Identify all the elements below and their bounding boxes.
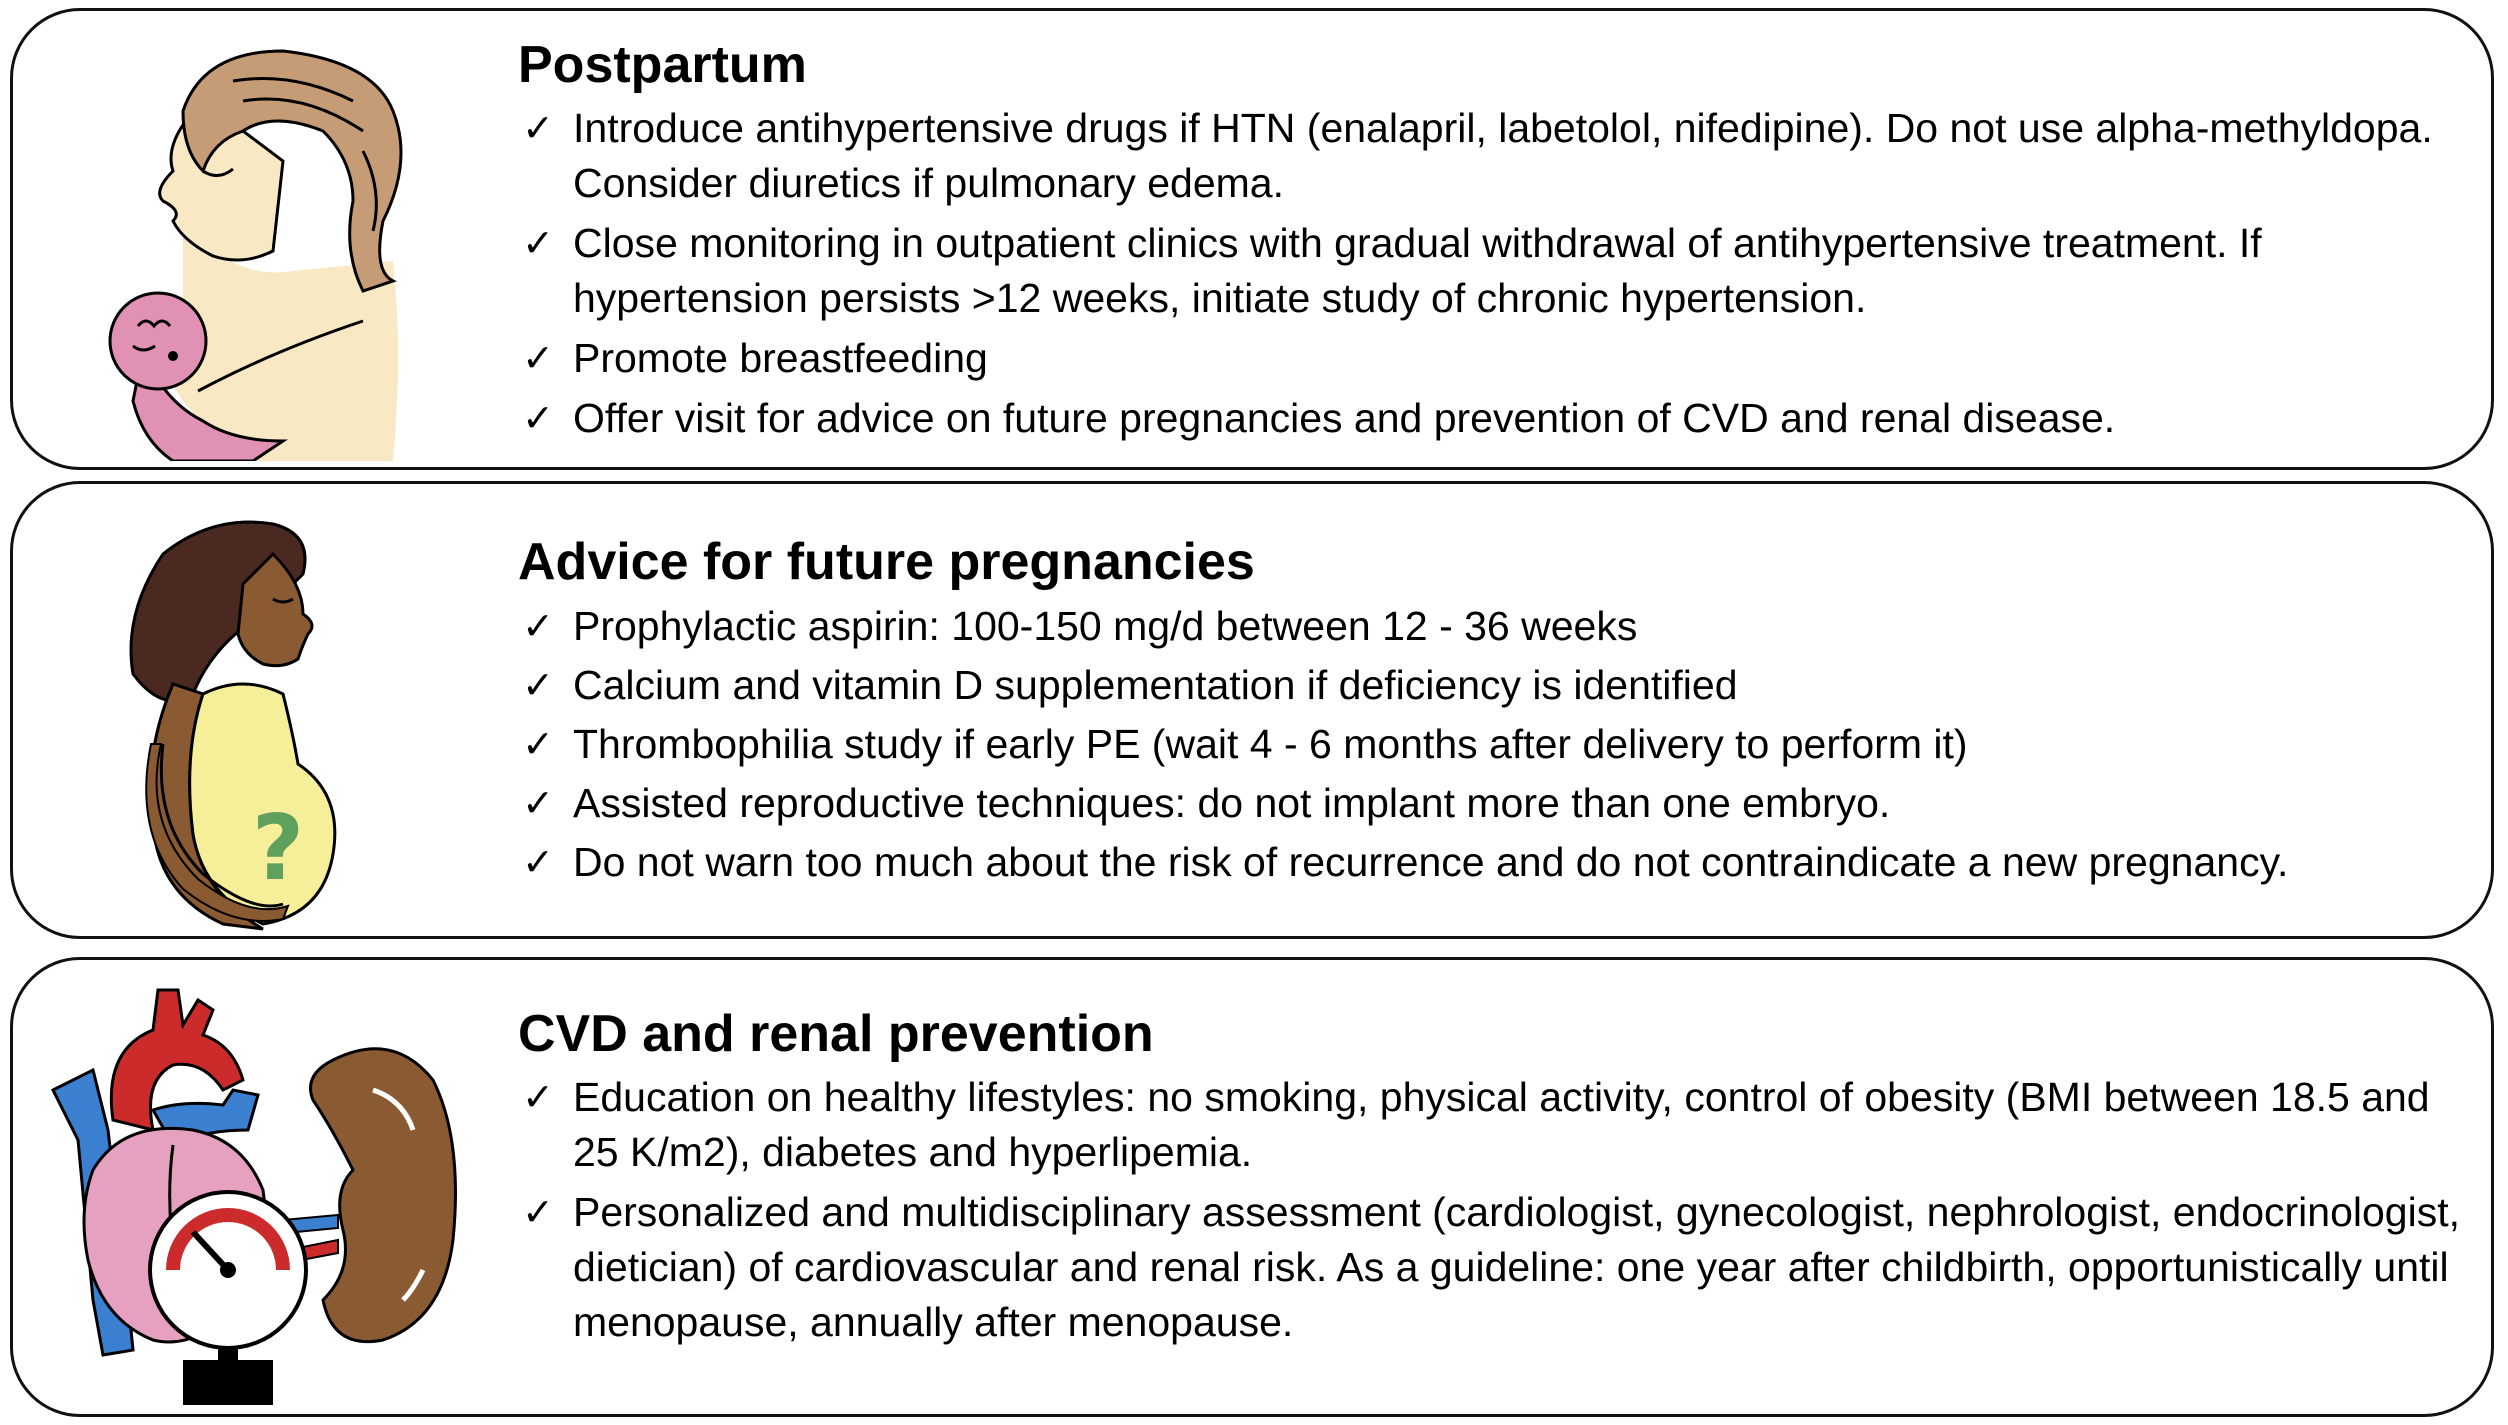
check-icon: ✓	[522, 722, 554, 766]
cvd-renal-content	[518, 1002, 2461, 1355]
heart-kidney-gauge-icon	[33, 970, 473, 1410]
cvd-renal-list	[518, 1070, 2461, 1350]
postpartum-panel	[10, 8, 2494, 470]
list-item-text: Introduce antihypertensive drugs if HTN (enalapril, labetolol, nifedipine). Do not use alpha-methyldopa. Consider diuretics if pulmonary edema.	[573, 105, 2433, 206]
check-icon: ✓	[522, 1190, 554, 1234]
check-icon: ✓	[522, 604, 554, 648]
list-item-text: Do not warn too much about the risk of recurrence and do not contraindicate a new pregnancy.	[573, 839, 2289, 885]
postpartum-title: Postpartum	[518, 36, 807, 94]
list-item	[518, 657, 2461, 713]
list-item-text: Thrombophilia study if early PE (wait 4 - 6 months after delivery to perform it)	[573, 721, 1968, 767]
list-item	[518, 1185, 2461, 1350]
check-icon: ✓	[522, 663, 554, 707]
list-item	[518, 598, 2461, 654]
check-icon: ✓	[522, 221, 554, 265]
check-icon: ✓	[522, 106, 554, 150]
future-pregnancies-title: Advice for future pregnancies	[518, 533, 1255, 591]
list-item	[518, 775, 2461, 831]
list-item-text: Close monitoring in outpatient clinics with gradual withdrawal of antihypertensive treatment. If hypertension persists >12 weeks, initiate study of chronic hypertension.	[573, 220, 2262, 321]
list-item-text: Offer visit for advice on future pregnancies and prevention of CVD and renal disease.	[573, 395, 2116, 441]
list-item	[518, 834, 2461, 890]
cvd-renal-title: CVD and renal prevention	[518, 1005, 1154, 1063]
check-icon: ✓	[522, 396, 554, 440]
future-pregnancies-panel	[10, 481, 2494, 939]
check-icon: ✓	[522, 781, 554, 825]
list-item-text: Promote breastfeeding	[573, 335, 988, 381]
check-icon: ✓	[522, 840, 554, 884]
check-icon: ✓	[522, 1075, 554, 1119]
list-item-text: Personalized and multidisciplinary assessment (cardiologist, gynecologist, nephrologist, endocrinologist, dietician) of cardiovascular and renal risk. As a guideline: one year after childbirth, opportunistically until menopause, annually after menopause.	[573, 1189, 2460, 1345]
cvd-renal-panel	[10, 957, 2494, 1417]
list-item	[518, 101, 2461, 211]
postpartum-list	[518, 101, 2461, 446]
mother-breastfeeding-icon	[33, 21, 473, 461]
list-item-text: Assisted reproductive techniques: do not implant more than one embryo.	[573, 780, 1891, 826]
list-item-text: Calcium and vitamin D supplementation if deficiency is identified	[573, 662, 1738, 708]
question-mark-icon: ?	[251, 796, 305, 901]
future-pregnancies-list	[518, 598, 2461, 890]
list-item-text: Prophylactic aspirin: 100-150 mg/d between 12 - 36 weeks	[573, 603, 1638, 649]
list-item-text: Education on healthy lifestyles: no smoking, physical activity, control of obesity (BMI between 18.5 and 25 K/m2), diabetes and hyperlipemia.	[573, 1074, 2430, 1175]
future-pregnancies-content	[518, 530, 2461, 893]
list-item	[518, 391, 2461, 446]
postpartum-content	[518, 33, 2461, 451]
check-icon: ✓	[522, 336, 554, 380]
list-item	[518, 331, 2461, 386]
pregnant-woman-question-icon	[33, 494, 473, 934]
list-item	[518, 1070, 2461, 1180]
list-item	[518, 716, 2461, 772]
list-item	[518, 216, 2461, 326]
